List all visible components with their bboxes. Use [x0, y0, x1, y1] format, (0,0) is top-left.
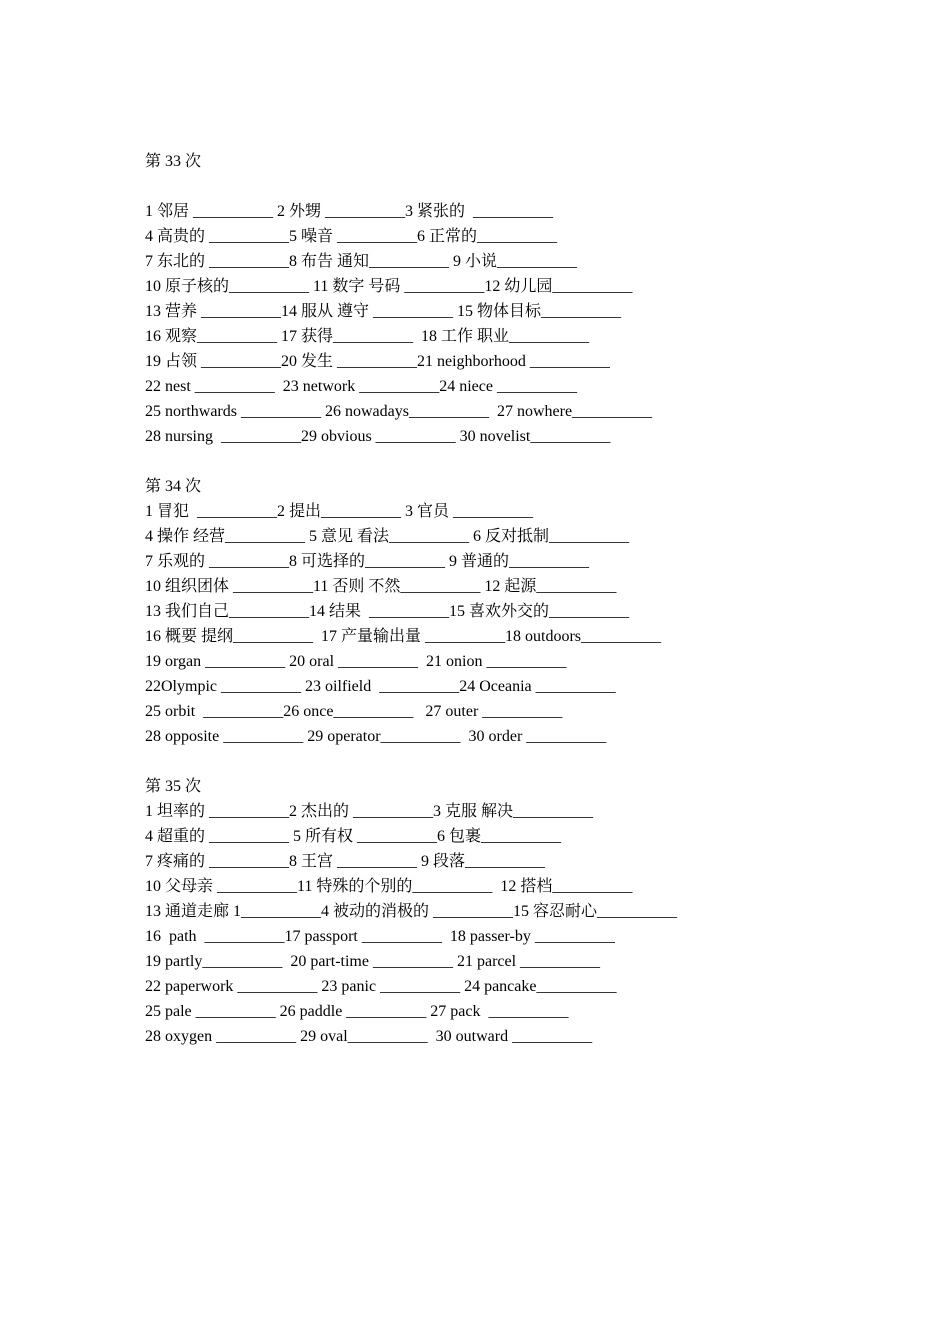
spacer	[145, 449, 845, 474]
section-35	[145, 774, 845, 1049]
section-title: 第 34 次	[145, 478, 202, 495]
exercise-line: 1 邻居 __________ 2 外甥 __________3 紧张的 __________	[145, 203, 554, 220]
exercise-line: 10 父母亲 __________11 特殊的个别的__________ 12 搭档__________	[145, 878, 633, 895]
exercise-line: 16 观察__________ 17 获得__________ 18 工作 职业__________	[145, 328, 590, 345]
exercise-line: 25 orbit __________26 once__________ 27 outer __________	[145, 703, 563, 720]
exercise-line: 28 oxygen __________ 29 oval__________ 30 outward __________	[145, 1028, 593, 1045]
exercise-line: 19 partly__________ 20 part-time __________ 21 parcel __________	[145, 953, 601, 970]
section-title: 第 33 次	[145, 153, 202, 170]
exercise-line: 1 坦率的 __________2 杰出的 __________3 克服 解决__________	[145, 803, 594, 820]
exercise-line: 22Olympic __________ 23 oilfield __________24 Oceania __________	[145, 678, 616, 695]
exercise-line: 4 操作 经营__________ 5 意见 看法__________ 6 反对抵制__________	[145, 528, 630, 545]
exercise-line: 28 opposite __________ 29 operator__________ 30 order __________	[145, 728, 607, 745]
exercise-line: 22 paperwork __________ 23 panic __________ 24 pancake__________	[145, 978, 617, 995]
exercise-line: 13 我们自己__________14 结果 __________15 喜欢外交的__________	[145, 603, 630, 620]
exercise-line: 22 nest __________ 23 network __________24 niece __________	[145, 378, 577, 395]
exercise-line: 13 营养 __________14 服从 遵守 __________ 15 物体目标__________	[145, 303, 622, 320]
exercise-line: 16 path __________17 passport __________ 18 passer-by __________	[145, 928, 615, 945]
exercise-line: 4 高贵的 __________5 噪音 __________6 正常的__________	[145, 228, 558, 245]
worksheet-page	[145, 149, 845, 1049]
exercise-line: 13 通道走廊 1__________4 被动的消极的 __________15 容忍耐心__________	[145, 903, 678, 920]
exercise-line: 4 超重的 __________ 5 所有权 __________6 包裹__________	[145, 828, 562, 845]
exercise-line: 19 organ __________ 20 oral __________ 21 onion __________	[145, 653, 567, 670]
section-title: 第 35 次	[145, 778, 202, 795]
section-34	[145, 474, 845, 749]
exercise-line: 25 northwards __________ 26 nowadays__________ 27 nowhere__________	[145, 403, 653, 420]
exercise-line: 25 pale __________ 26 paddle __________ 27 pack __________	[145, 1003, 569, 1020]
section-33	[145, 149, 845, 449]
exercise-line: 7 东北的 __________8 布告 通知__________ 9 小说__________	[145, 253, 578, 270]
exercise-line: 16 概要 提纲__________ 17 产量输出量 __________18 outdoors__________	[145, 628, 662, 645]
exercise-line: 19 占领 __________20 发生 __________21 neighborhood __________	[145, 353, 610, 370]
spacer	[145, 749, 845, 774]
exercise-line: 7 乐观的 __________8 可选择的__________ 9 普通的__________	[145, 553, 590, 570]
exercise-line: 1 冒犯 __________2 提出__________ 3 官员 __________	[145, 503, 534, 520]
exercise-line: 7 疼痛的 __________8 王宫 __________ 9 段落__________	[145, 853, 546, 870]
spacer	[145, 174, 845, 199]
exercise-line: 10 组织团体 __________11 否则 不然__________ 12 起源__________	[145, 578, 617, 595]
exercise-line: 28 nursing __________29 obvious __________ 30 novelist__________	[145, 428, 611, 445]
exercise-line: 10 原子核的__________ 11 数字 号码 __________12 幼儿园__________	[145, 278, 633, 295]
